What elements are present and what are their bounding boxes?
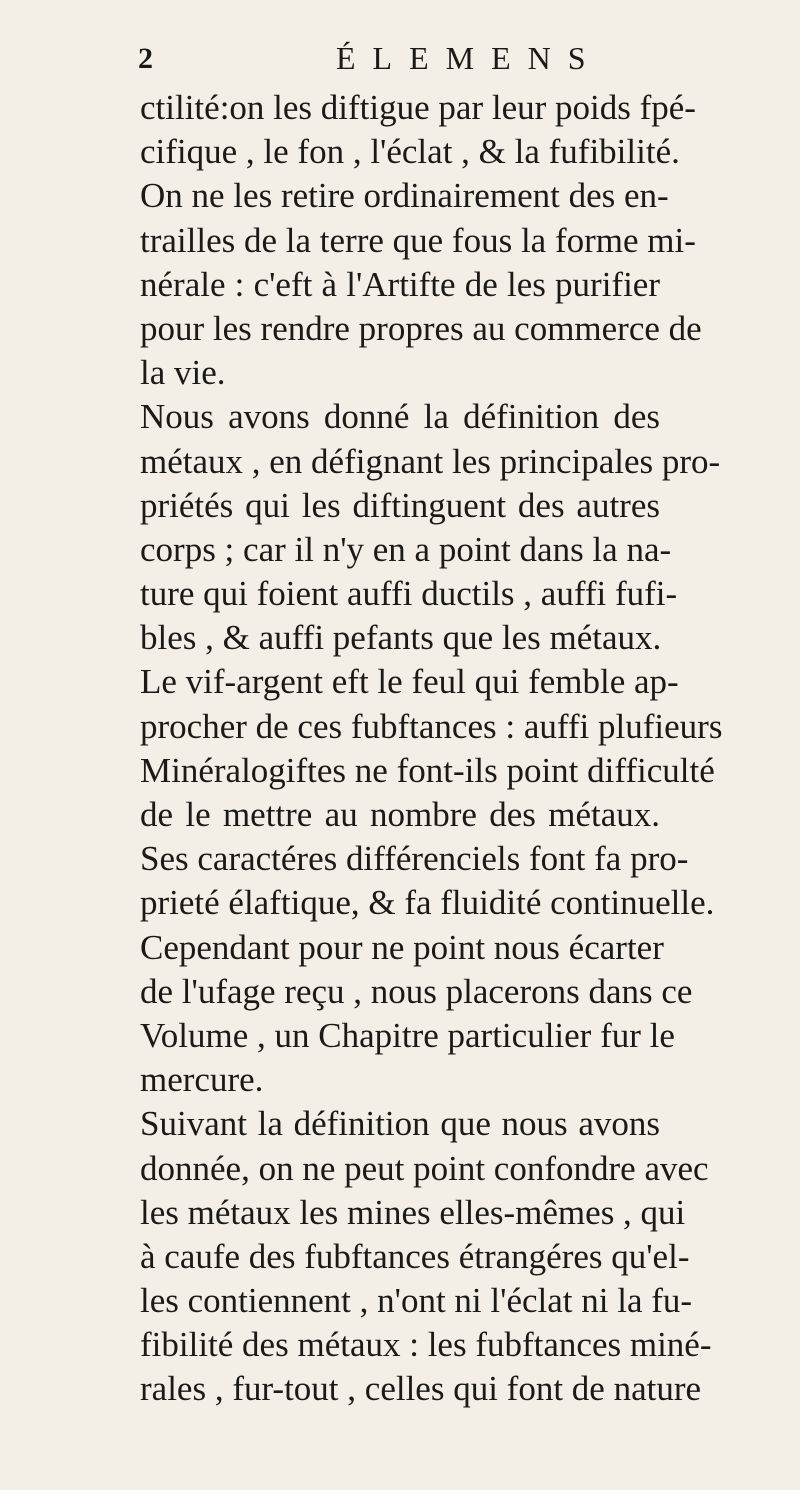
text-line: les contiennent , n'ont ni l'éclat ni la fu-	[140, 1281, 693, 1321]
text-line: corps ; car il n'y en a point dans la na-	[140, 529, 672, 569]
text-line: à caufe des fubftances étrangéres qu'el-	[140, 1236, 690, 1276]
text-line: Cependant pour ne point nous écarter	[140, 927, 664, 967]
page-header	[138, 40, 658, 80]
page-number: 2	[138, 42, 153, 75]
text-line: Volume , un Chapitre particulier fur le	[140, 1015, 675, 1055]
text-line: la vie.	[140, 353, 226, 393]
text-line: trailles de la terre que fous la forme mi-	[140, 220, 696, 260]
text-line: rales , fur-tout , celles qui font de nature	[140, 1369, 702, 1409]
text-line: Nous avons donné la définition des	[140, 397, 660, 437]
text-line: procher de ces fubftances : auffi plufieurs	[140, 706, 723, 746]
text-line: Le vif-argent eft le feul qui femble ap-	[140, 662, 679, 702]
text-line: nérale : c'eft à l'Artifte de les purifier	[140, 264, 660, 304]
text-line: priétés qui les diftinguent des autres	[140, 485, 660, 525]
text-line: de l'ufage reçu , nous placerons dans ce	[140, 971, 693, 1011]
text-line: de le mettre au nombre des métaux.	[140, 795, 660, 834]
text-line: Suivant la définition que nous avons	[140, 1104, 660, 1144]
text-line: Ses caractéres différenciels font fa pro-	[140, 839, 689, 879]
text-line: ctilité:on les diftigue par leur poids fpé-	[140, 88, 696, 127]
text-line: fibilité des métaux : les fubftances miné-	[140, 1325, 712, 1365]
text-line: mercure.	[140, 1060, 264, 1100]
text-line: prieté élaftique, & fa fluidité continuelle.	[140, 883, 715, 923]
body-text	[140, 86, 723, 1412]
text-line: métaux , en défignant les principales pro-	[140, 441, 721, 481]
text-line: donnée, on ne peut point confondre avec	[140, 1148, 709, 1188]
text-line: cifique , le fon , l'éclat , & la fufibilité.	[140, 132, 680, 172]
text-line: On ne les retire ordinairement des en-	[140, 176, 669, 216]
running-head: ÉLEMENS	[336, 40, 603, 76]
text-line: Minéralogiftes ne font-ils point difficulté	[140, 750, 715, 790]
text-line: pour les rendre propres au commerce de	[140, 308, 702, 348]
text-line: bles , & auffi pefants que les métaux.	[140, 618, 662, 658]
text-line: ture qui foient auffi ductils , auffi fufi-	[140, 574, 678, 614]
text-line: les métaux les mines elles-mêmes , qui	[140, 1192, 686, 1232]
